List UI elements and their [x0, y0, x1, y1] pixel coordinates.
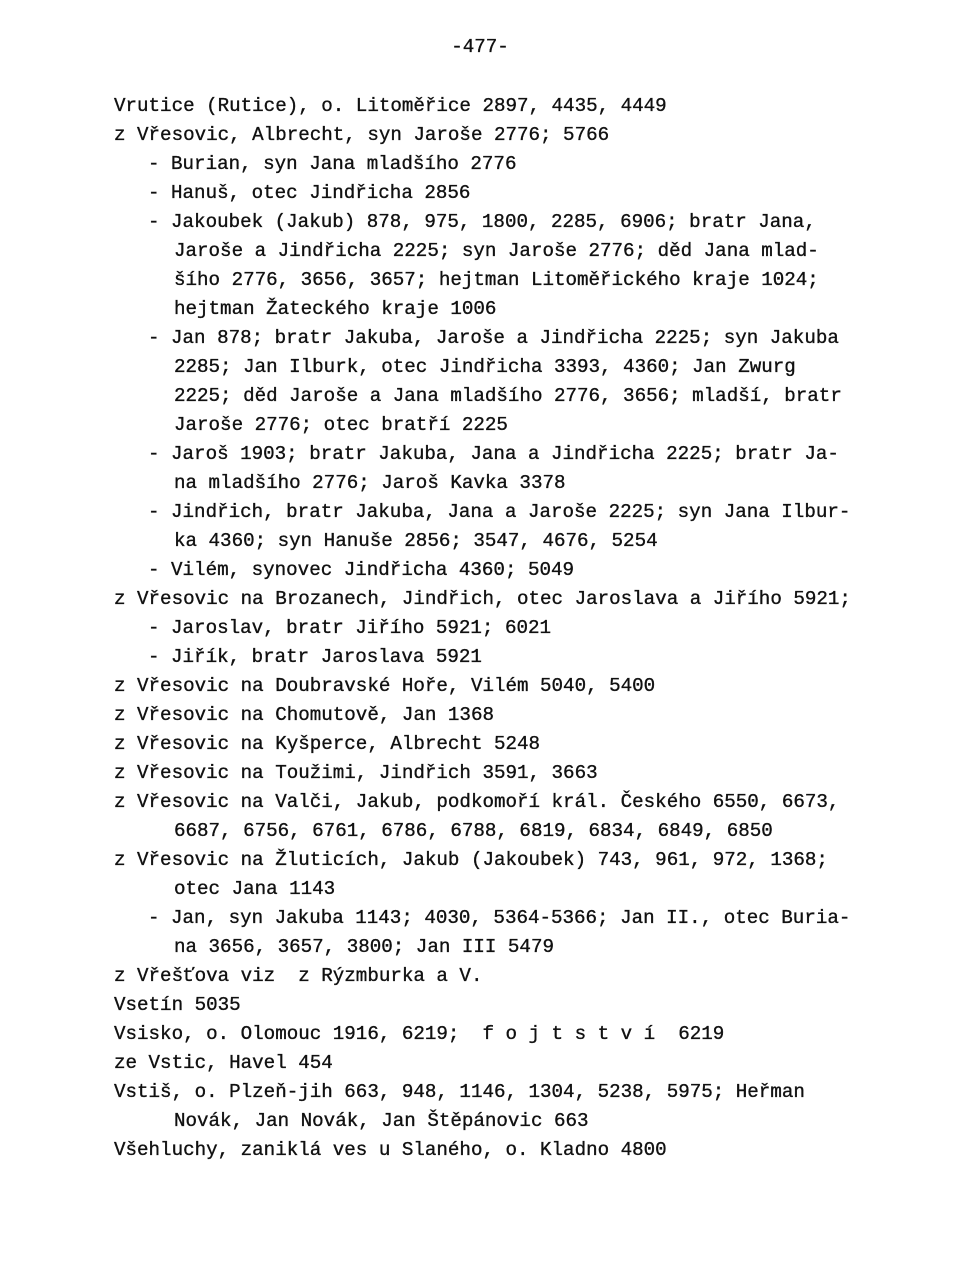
index-subentry-line: hejtman Žateckého kraje 1006 [174, 298, 497, 320]
index-subentry-line: na mladšího 2776; Jaroš Kavka 3378 [174, 472, 566, 494]
index-subentry-line: - Jaroš 1903; bratr Jakuba, Jana a Jindřicha 2225; bratr Ja- [148, 443, 839, 465]
index-subentry-line: - Hanuš, otec Jindřicha 2856 [148, 182, 471, 204]
index-entry-line: z Vřesovic na Chomutově, Jan 1368 [114, 704, 494, 726]
index-subentry-line: ka 4360; syn Hanuše 2856; 3547, 4676, 5254 [174, 530, 658, 552]
index-subentry-line: - Jan 878; bratr Jakuba, Jaroše a Jindřicha 2225; syn Jakuba [148, 327, 839, 349]
index-subentry-line: - Jan, syn Jakuba 1143; 4030, 5364-5366; Jan II., otec Buria- [148, 907, 851, 929]
index-subentry-line: 6687, 6756, 6761, 6786, 6788, 6819, 6834, 6849, 6850 [174, 820, 773, 842]
index-entry-line: z Vřesovic na Toužimi, Jindřich 3591, 3663 [114, 762, 598, 784]
index-subentry-line: - Jakoubek (Jakub) 878, 975, 1800, 2285, 6906; bratr Jana, [148, 211, 816, 233]
index-entry-line: z Vřesovic na Valči, Jakub, podkomoří král. Českého 6550, 6673, [114, 791, 840, 813]
index-entry-line: z Vřesovic na Brozanech, Jindřich, otec Jaroslava a Jiřího 5921; [114, 588, 851, 610]
index-entry-line: z Vřesovic, Albrecht, syn Jaroše 2776; 5766 [114, 124, 610, 146]
index-subentry-line: Novák, Jan Novák, Jan Štěpánovic 663 [174, 1110, 589, 1132]
index-subentry-line: - Jaroslav, bratr Jiřího 5921; 6021 [148, 617, 552, 639]
index-subentry-line: 2285; Jan Ilburk, otec Jindřicha 3393, 4360; Jan Zwurg [174, 356, 796, 378]
index-entry-line: z Vřesovic na Žluticích, Jakub (Jakoubek) 743, 961, 972, 1368; [114, 849, 828, 871]
index-entry-line: Vrutice (Rutice), o. Litoměřice 2897, 4435, 4449 [114, 95, 667, 117]
index-subentry-line: - Jiřík, bratr Jaroslava 5921 [148, 646, 482, 668]
index-subentry-line: Jaroše a Jindřicha 2225; syn Jaroše 2776; děd Jana mlad- [174, 240, 819, 262]
index-subentry-line: - Vilém, synovec Jindřicha 4360; 5049 [148, 559, 575, 581]
index-entry-line: Všehluchy, zaniklá ves u Slaného, o. Kladno 4800 [114, 1139, 667, 1161]
index-subentry-line: 2225; děd Jaroše a Jana mladšího 2776, 3656; mladší, bratr [174, 385, 842, 407]
index-subentry-line: šího 2776, 3656, 3657; hejtman Litoměřického kraje 1024; [174, 269, 819, 291]
index-entry-line: z Vřesovic na Doubravské Hoře, Vilém 5040, 5400 [114, 675, 656, 697]
index-entry-line: z Vřesovic na Kyšperce, Albrecht 5248 [114, 733, 541, 755]
index-subentry-line: na 3656, 3657, 3800; Jan III 5479 [174, 936, 554, 958]
index-entry-line: Vsisko, o. Olomouc 1916, 6219; f o j t s t v í 6219 [114, 1023, 725, 1045]
index-subentry-line: Jaroše 2776; otec bratří 2225 [174, 414, 508, 436]
index-entry-line: Vsetín 5035 [114, 994, 241, 1016]
index-entry-line: Vstiš, o. Plzeň-jih 663, 948, 1146, 1304, 5238, 5975; Heřman [114, 1081, 805, 1103]
index-subentry-line: - Jindřich, bratr Jakuba, Jana a Jaroše 2225; syn Jana Ilbur- [148, 501, 851, 523]
index-entry-line: z Vřešťova viz z Rýzmburka a V. [114, 965, 483, 987]
index-subentry-line: - Burian, syn Jana mladšího 2776 [148, 153, 517, 175]
index-entry-line: ze Vstic, Havel 454 [114, 1052, 333, 1074]
index-subentry-line: otec Jana 1143 [174, 878, 336, 900]
page-number: -477- [451, 36, 509, 58]
